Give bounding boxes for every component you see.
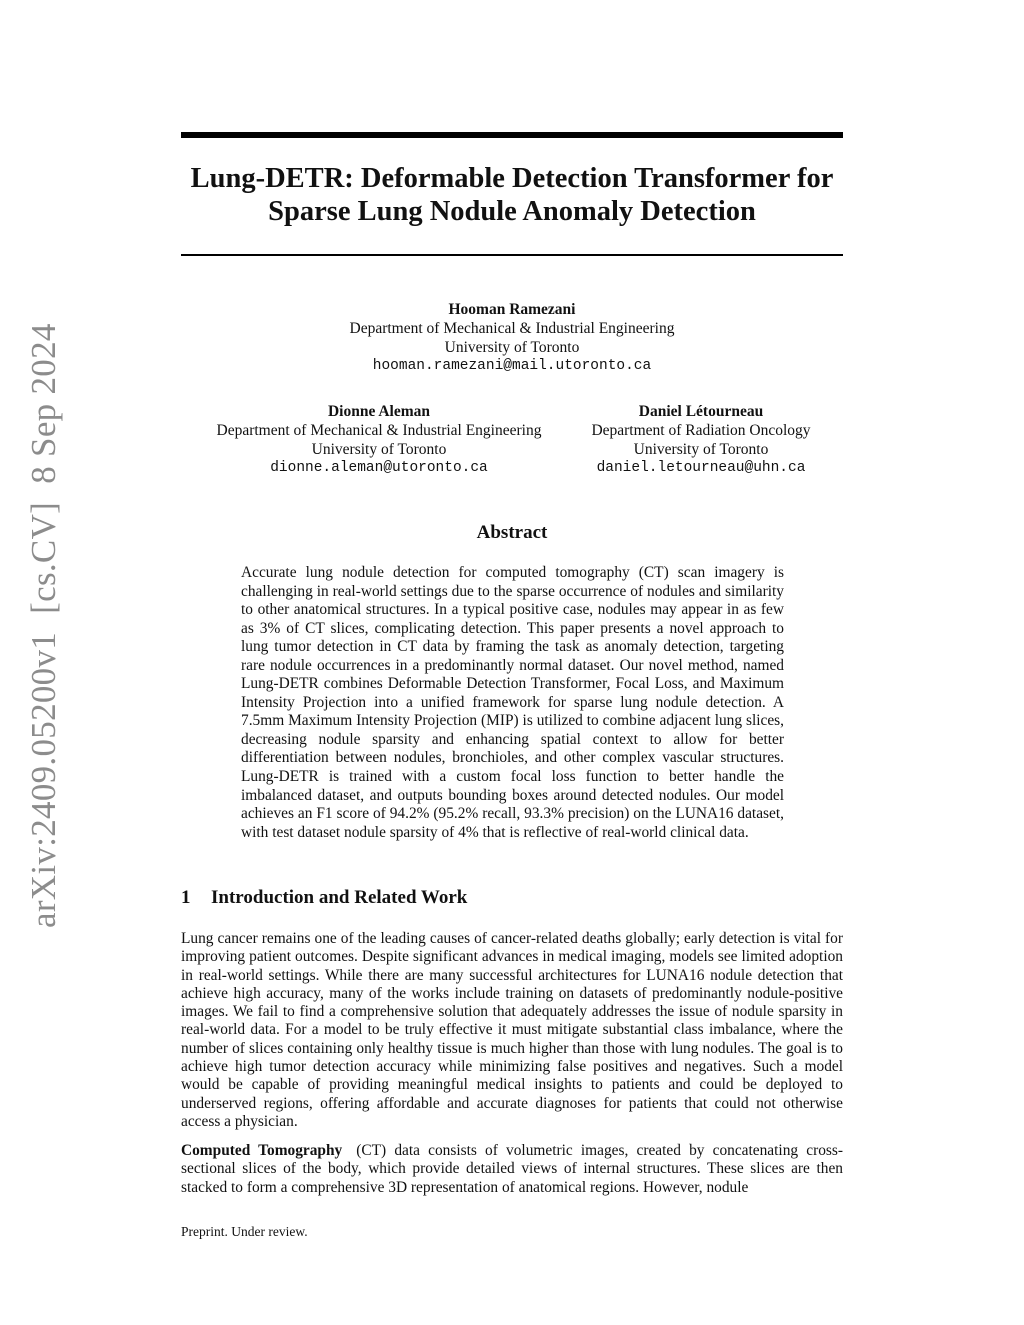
author-institution: University of Toronto	[311, 441, 447, 458]
paper-title	[181, 162, 843, 228]
author-email[interactable]: daniel.letourneau@uhn.ca	[596, 460, 806, 476]
title-bottom-rule	[181, 254, 843, 256]
title-line-1: Lung-DETR: Deformable Detection Transformer for	[190, 163, 834, 194]
author-block-ramezani	[181, 300, 843, 376]
paragraph-body: (CT) data consists of volumetric images, created by concatenating cross-sectional slices of the body, which provide detailed views of internal structures. These slices are then stacked to form a comprehensive 3D representation of anatomical regions. However, nodule	[181, 1142, 844, 1196]
author-department: Department of Mechanical & Industrial Engineering	[216, 422, 542, 439]
abstract-heading: Abstract	[476, 522, 548, 543]
intro-paragraph: Lung cancer remains one of the leading causes of cancer-related deaths globally; early detection is vital for improving patient outcomes. Despite significant advances in medical imaging, models see limited adoption in real-world settings. While there are many successful architectures for LUNA16 nodule detection that achieve high accuracy, many of the works include training on datasets of predominantly nodule-positive images. We fail to find a comprehensive solution that adequately addresses the issue of nodule sparsity in real-world data. For a model to be truly effective it must mitigate substantial class imbalance, where the number of slices containing only healthy tissue is much higher than those with lung nodules. The goal is to achieve high tumor detection accuracy while minimizing false positives and negatives. Such a model would be capable of providing meaningful medical insights to patients and could be deployed to underserved regions, offering affordable and accurate diagnoses for patients that could not otherwise access a physician.	[181, 930, 843, 1130]
abstract-text: Accurate lung nodule detection for computed tomography (CT) scan imagery is challenging in real-world settings due to the sparse occurrence of nodules and similarity to other anatomical structures. In a typical positive case, nodules may appear in as few as 3% of CT slices, complicating detection. This paper presents a novel approach to lung tumor detection in CT data by framing the task as anomaly detection, targeting rare nodule occurrences in a predominantly normal dataset. Our novel method, named Lung-DETR combines Deformable Detection Transformer, Focal Loss, and Maximum Intensity Projection into a unified framework for sparse lung nodule detection. A 7.5mm Maximum Intensity Projection (MIP) is utilized to combine adjacent lung slices, decreasing nodule sparsity and enhancing spatial context to allow for better differentiation between nodules, bronchioles, and other complex vascular structures. Lung-DETR is trained with a custom focal loss function to better handle the imbalanced dataset, and outputs bounding boxes around detected nodules. Our model achieves an F1 score of 94.2% (95.2% recall, 93.3% precision) on the LUNA16 dataset, with test dataset nodule sparsity of 4% that is reflective of real-world clinical data.	[241, 564, 784, 841]
author-name: Dionne Aleman	[327, 403, 431, 420]
author-email[interactable]: hooman.ramezani@mail.utoronto.ca	[372, 358, 652, 374]
footer-note: Preprint. Under review.	[181, 1224, 308, 1239]
paragraph-runin-heading: Computed Tomography	[181, 1142, 343, 1159]
section-number: 1	[181, 887, 191, 908]
section-heading-introduction	[181, 887, 843, 909]
author-institution: University of Toronto	[633, 441, 769, 458]
author-institution: University of Toronto	[444, 339, 580, 356]
title-top-rule	[181, 132, 843, 138]
author-name: Daniel Létourneau	[638, 403, 764, 420]
author-department: Department of Radiation Oncology	[591, 422, 811, 439]
author-email[interactable]: dionne.aleman@utoronto.ca	[270, 460, 488, 476]
author-block-letourneau	[568, 402, 834, 478]
author-name: Hooman Ramezani	[448, 301, 576, 318]
author-block-aleman	[196, 402, 562, 478]
title-line-2: Sparse Lung Nodule Anomaly Detection	[268, 196, 756, 227]
section-title: Introduction and Related Work	[211, 887, 468, 908]
author-department: Department of Mechanical & Industrial Engineering	[349, 320, 675, 337]
ct-paragraph	[181, 1142, 843, 1197]
arxiv-identifier-stamp: arXiv:2409.05200v1 [cs.CV] 8 Sep 2024	[24, 323, 63, 928]
